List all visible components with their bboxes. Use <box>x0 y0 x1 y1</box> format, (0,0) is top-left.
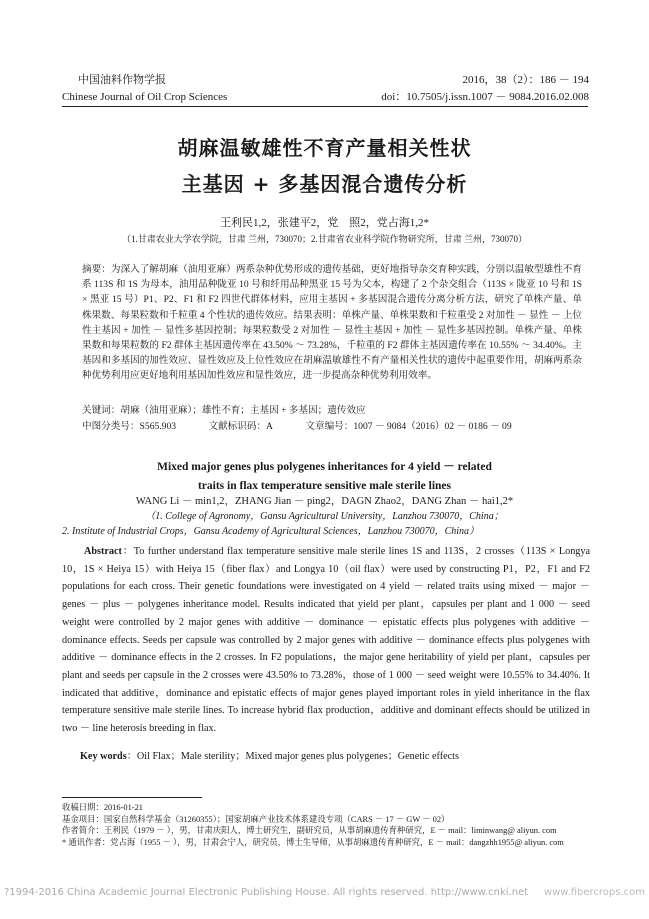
abstract-en-label: Abstract <box>84 546 122 557</box>
authors-en: WANG Li － min1,2，ZHANG Jian － ping2，DAGN Zhao2，DANG Zhan － hai1,2* <box>135 496 514 507</box>
abstract-cn: 摘要：为深入了解胡麻（油用亚麻）两系杂种优势形成的遗传基础，更好地指导杂交育种实践，分别以温敏型雄性不育系 113S 和 1S 为母本，油用品种陇亚 10 号和纤用品种黑亚 15 号为父本，构建了 2 个杂交组合（113S × 陇亚 10 号和 1S × 黑亚 15 号）P1、P2、F1 和 F2 四世代群体材料，应用主基因 + 多基因混合遗传分离分析方法，研究了单株产量、单株果数、每果粒数和千粒重 4 个性状的遗传效应。结果表明：单株产量、单株果数和千粒重受 2 对加性 － 显性 － 上位性主基因 + 加性 － 显性多基因控制；每果粒数受 2 对加性 － 显性主基因 + 加性 － 显性多基因控制。单株产量、单株果数和每果粒数的 F2 群体主基因遗传率在 43.50% ～ 73.28%，千粒重的 F2 群体主基因遗传率在 10.55% ～ 34.40%。主基因和多基因的加性效应、显性效应及上位性效应在胡麻温敏雄性不育产量相关性状的遗传中起重要作用，胡麻两系杂种优势利用应更好地利用基因加性效应和显性效应，进一步提高杂种优势利用效率。 <box>82 264 582 382</box>
title-en-line2: traits in flax temperature sensitive male sterile lines <box>197 480 452 492</box>
keywords-en-label: Key words <box>80 751 127 762</box>
journal-name-en: Chinese Journal of Oil Crop Sciences <box>62 91 228 103</box>
title-en-line1: Mixed major genes plus polygenes inheritances for 4 yield － related <box>157 461 492 473</box>
classification-line <box>82 420 542 434</box>
issue-info: 2016，38（2）：186 － 194 <box>462 74 589 86</box>
authors-cn: 王利民1,2，张建平2，党 照2，党占海1,2* <box>220 217 429 229</box>
keywords-en <box>80 747 459 762</box>
affiliation-cn: （1.甘肃农业大学农学院，甘肃 兰州，730070；2.甘肃省农业科学院作物研究所，甘肃 兰州，730070） <box>121 234 527 244</box>
affiliation-en-2: 2. Institute of Industrial Crops，Gansu Academy of Agricultural Sciences，Lanzhou 730070，China） <box>62 526 480 537</box>
watermark-url: www.fibercrops.com <box>543 887 645 898</box>
title-cn-line2: 主基因 + 多基因混合遗传分析 <box>181 172 468 196</box>
footnotes <box>62 802 564 848</box>
journal-header-left <box>62 72 227 106</box>
footnote-funding: 基金项目：国家自然科学基金（31260355）；国家胡麻产业技术体系建设专项（CARS － 17 － GW － 02） <box>62 814 450 824</box>
keywords-en-text: ：Oil Flax；Male sterility；Mixed major genes plus polygenes；Genetic effects <box>126 751 459 762</box>
title-en <box>0 458 649 496</box>
abstract-en-text: ：To further understand flax temperature sensitive male sterile lines 1S and 113S，2 crosses（113S × Longya 10，1S × Heiya 15）with Heiya 15（fiber flax）and Longya 10（oil flax）were used by constructing P1，P2，F1 and F2 populations for each cross. Their genetic foundations were investigated on 4 yield － related traits using mixed － major － genes － plus － polygenes inheritance model. Results indicated that yield per plant，capsules per plant and 1 000 － seed weight were controlled by 2 major genes with additive － dominance － epistatic effects plus polygenes with additive － dominance effects. Seeds per capsule was controlled by 2 major genes with additive － dominance effects plus polygenes with additive － dominance effects in the 2 crosses. In F2 populations，the major gene heritability of yield per plant，capsules per plant and seeds per capsule in the 2 crosses were 43.50% to 73.28%，those of 1 000 － seed weight were 10.55% to 34.40%. It indicated that additive，dominance and epistatic effects of major genes played important roles in yield inheritance in the flax temperature sensitive male sterile lines. To increase hybrid flax production，additive and dominant effects should be utilized in two － line heterosis breeding in flax. <box>62 546 590 735</box>
article-number: 文章编号：1007 － 9084（2016）02 － 0186 － 09 <box>305 421 512 432</box>
title-cn-line1: 胡麻温敏雄性不育产量相关性状 <box>177 136 472 160</box>
footnote-corresponding: * 通讯作者：党占海（1955 － ），男，甘肃会宁人，研究员，博士生导师，从事胡麻遗传育种研究，E － mail：dangzhh1955@ aliyun. com <box>62 837 564 847</box>
footnote-received: 收稿日期：2016-01-21 <box>62 803 143 812</box>
journal-name-cn: 中国油料作物学报 <box>78 74 166 86</box>
footnote-author-bio: 作者简介：王利民（1979 － ），男，甘肃庆阳人，博士研究生，副研究员，从事胡麻遗传育种研究，E － mail：liminwang@ aliyun. com <box>62 826 557 835</box>
class-number: 中图分类号：S565.903 <box>82 421 177 432</box>
header-rule <box>62 106 588 107</box>
doi: doi：10.7505/j.issn.1007 － 9084.2016.02.008 <box>381 91 589 103</box>
document-code: 文献标识码：A <box>208 421 273 432</box>
abstract-en <box>62 543 590 738</box>
footnote-rule <box>62 797 202 798</box>
keywords-cn: 关键词：胡麻（油用亚麻）；雄性不育；主基因 + 多基因；遗传效应 <box>82 405 366 416</box>
copyright-text: ?1994-2016 China Academic Journal Electronic Publishing House. All rights reserved. http://www.cnki.net <box>4 887 529 898</box>
journal-header-right <box>381 72 589 106</box>
affiliation-en-1: （1. College of Agronomy，Gansu Agricultural University，Lanzhou 730070，China； <box>145 511 504 522</box>
